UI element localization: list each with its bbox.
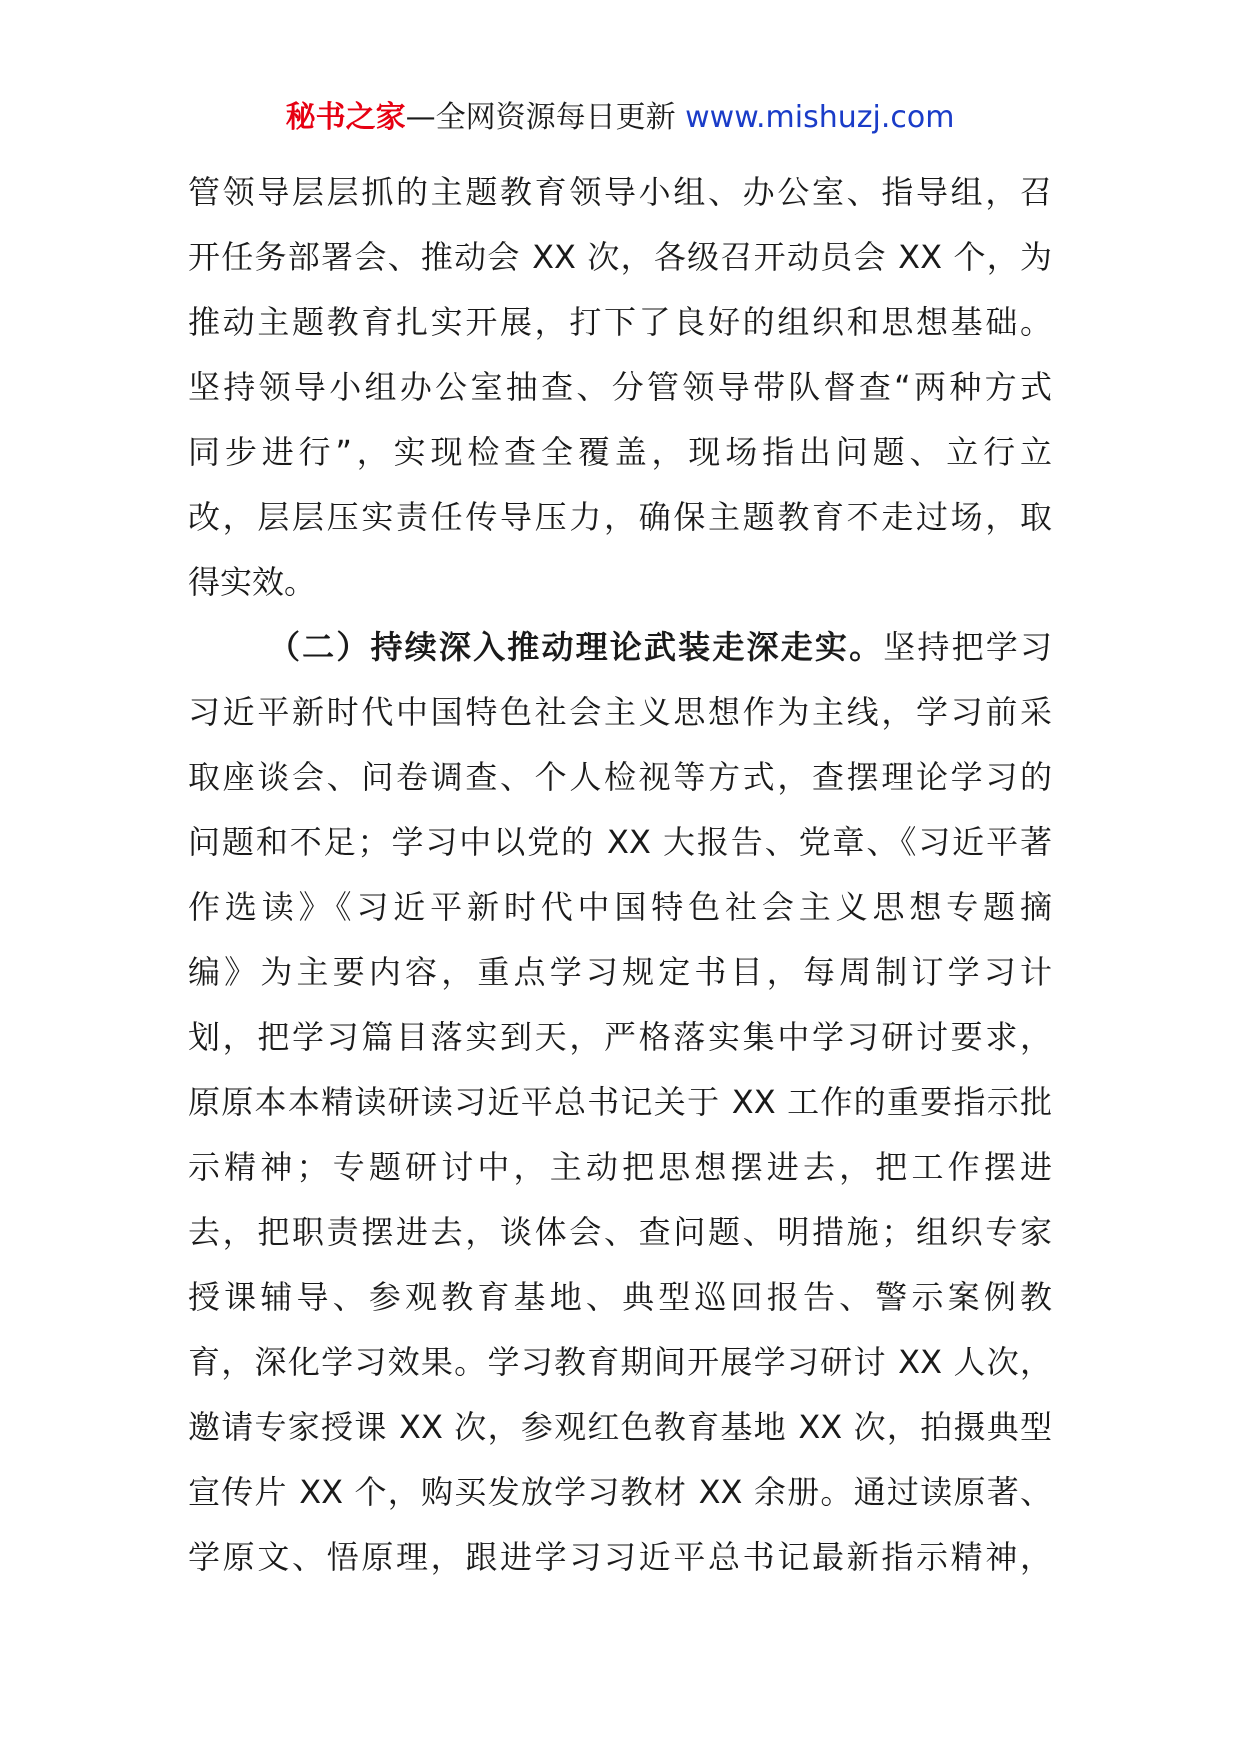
text-line: 邀请专家授课 XX 次，参观红色教育基地 XX 次，拍摄典型 — [188, 1408, 1052, 1446]
paragraph-2 — [188, 615, 1052, 1590]
text-line: 原原本本精读研读习近平总书记关于 XX 工作的重要指示批 — [188, 1083, 1052, 1121]
text-line: 编》为主要内容，重点学习规定书目，每周制订学习计 — [188, 953, 1052, 991]
text-line: 宣传片 XX 个，购买发放学习教材 XX 余册。通过读原著、 — [188, 1473, 1052, 1511]
text-line: 学原文、悟原理，跟进学习习近平总书记最新指示精神， — [188, 1538, 1052, 1576]
text-line: 得实效。 — [188, 563, 317, 601]
text-line: 授课辅导、参观教育基地、典型巡回报告、警示案例教 — [188, 1278, 1052, 1316]
text-line: 推动主题教育扎实开展，打下了良好的组织和思想基础。 — [188, 303, 1052, 341]
text-line: 取座谈会、问卷调查、个人检视等方式，查摆理论学习的 — [188, 758, 1052, 796]
text-line: 改，层层压实责任传导压力，确保主题教育不走过场，取 — [188, 498, 1052, 536]
text-line: 管领导层层抓的主题教育领导小组、办公室、指导组，召 — [188, 173, 1052, 211]
text-span: 坚持把学习 — [883, 628, 1052, 666]
document-body — [188, 160, 1052, 1590]
section-heading: （二）持续深入推动理论武装走深走实。 — [268, 628, 884, 666]
text-line: 作选读》《习近平新时代中国特色社会主义思想专题摘 — [188, 888, 1052, 926]
text-line: 同步进行”，实现检查全覆盖，现场指出问题、立行立 — [188, 433, 1052, 471]
text-line: 问题和不足；学习中以党的 XX 大报告、党章、《习近平著 — [188, 823, 1052, 861]
text-line: 去，把职责摆进去，谈体会、查问题、明措施；组织专家 — [188, 1213, 1052, 1251]
text-line: 育，深化学习效果。学习教育期间开展学习研讨 XX 人次， — [188, 1343, 1052, 1381]
paragraph-1 — [188, 160, 1052, 615]
page-header — [0, 98, 1240, 138]
text-line: 开任务部署会、推动会 XX 次，各级召开动员会 XX 个，为 — [188, 238, 1052, 276]
brand-name: 秘书之家 — [285, 100, 406, 135]
text-line: 坚持领导小组办公室抽查、分管领导带队督查“两种方式 — [188, 368, 1052, 406]
section-heading-line — [188, 615, 1052, 680]
header-slogan: —全网资源每日更新 — [405, 100, 676, 135]
text-line: 划，把学习篇目落实到天，严格落实集中学习研讨要求， — [188, 1018, 1052, 1056]
website-url[interactable]: www.mishuzj.com — [685, 100, 955, 135]
text-line: 习近平新时代中国特色社会主义思想作为主线，学习前采 — [188, 693, 1052, 731]
text-line: 示精神；专题研讨中，主动把思想摆进去，把工作摆进 — [188, 1148, 1052, 1186]
